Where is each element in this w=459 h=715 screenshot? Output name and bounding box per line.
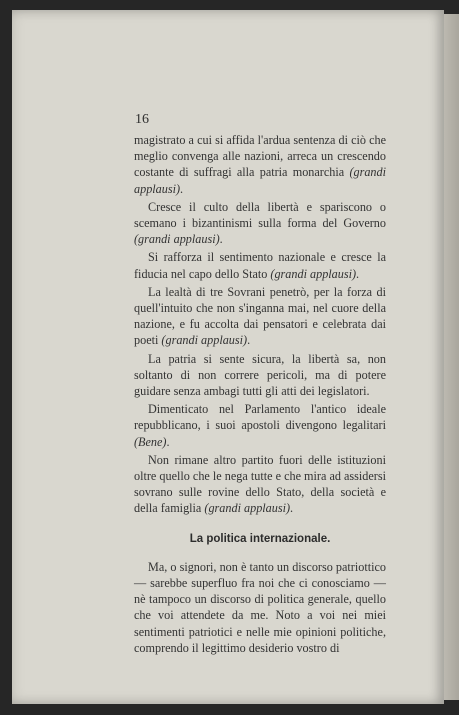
paragraph-tail: . (290, 501, 294, 516)
body-text (134, 132, 386, 658)
paragraph-text: Cresce il culto della libertà e spariscono o scemano i bizantinismi sulla forma del Governo (134, 199, 386, 231)
page-number: 16 (135, 112, 149, 127)
applause-note: (Bene) (134, 434, 167, 449)
paragraph-4 (134, 284, 386, 349)
paragraph-7 (134, 452, 386, 517)
paragraph-text: Dimenticato nel Parlamento l'antico ideale repubblicano, i suoi apostoli divengono legalitari (134, 402, 386, 433)
section-title: La politica internazionale. (189, 532, 331, 545)
paragraph-text: Si rafforza il sentimento nazionale e cresce la fiducia nel capo dello Stato (134, 250, 386, 281)
applause-note: (grandi applausi) (204, 501, 291, 516)
applause-note: (grandi applausi) (134, 165, 386, 196)
paragraph-tail: . (219, 232, 223, 247)
applause-note: (grandi applausi) (270, 266, 357, 281)
applause-note: (grandi applausi) (161, 333, 248, 348)
paragraph-text: magistrato a cui si affida l'ardua sentenza di ciò che meglio convenga alle nazioni, arreca un crescendo costante di suffragi alla patria monarchia (134, 133, 386, 180)
paragraph-closing: Ma, o signori, non è tanto un discorso patriottico — sarebbe superfluo fra noi che ci conosciamo — nè tampoco un discorso di politica generale, quello che voi attendete da me. Noto a voi nei miei sentimenti patriotici e nelle mie opinioni politiche, comprendo il legittimo desiderio vostro di (134, 559, 386, 655)
paragraph-tail: . (166, 434, 170, 449)
paragraph-tail: . (356, 266, 360, 281)
paragraph-text: La patria si sente sicura, la libertà sa, non soltanto di non correre pericoli, ma di potere guidare senza ambagi tutti gli atti dei legislatori. (134, 351, 386, 399)
paragraph-2 (134, 199, 386, 248)
paragraph-5 (134, 351, 386, 400)
paragraph-6 (134, 401, 386, 450)
page-edge (444, 14, 459, 700)
paragraph-1 (134, 132, 386, 197)
paragraph-tail: . (247, 333, 251, 348)
paragraph-3 (134, 249, 386, 281)
paragraph-text: Non rimane altro partito fuori delle istituzioni oltre quello che le nega tutte e che mira ad assidersi sovrano sulle rovine dello Stato, della società e della famiglia (134, 452, 386, 516)
paragraph-tail: . (180, 181, 184, 196)
applause-note: (grandi applausi) (134, 232, 220, 247)
paragraph-text: La lealtà di tre Sovrani penetrò, per la forza di quell'intuito che non s'inganna mai, nel cuore della nazione, e fu accolta dai pensatori e celebrata dai poeti (134, 284, 386, 348)
